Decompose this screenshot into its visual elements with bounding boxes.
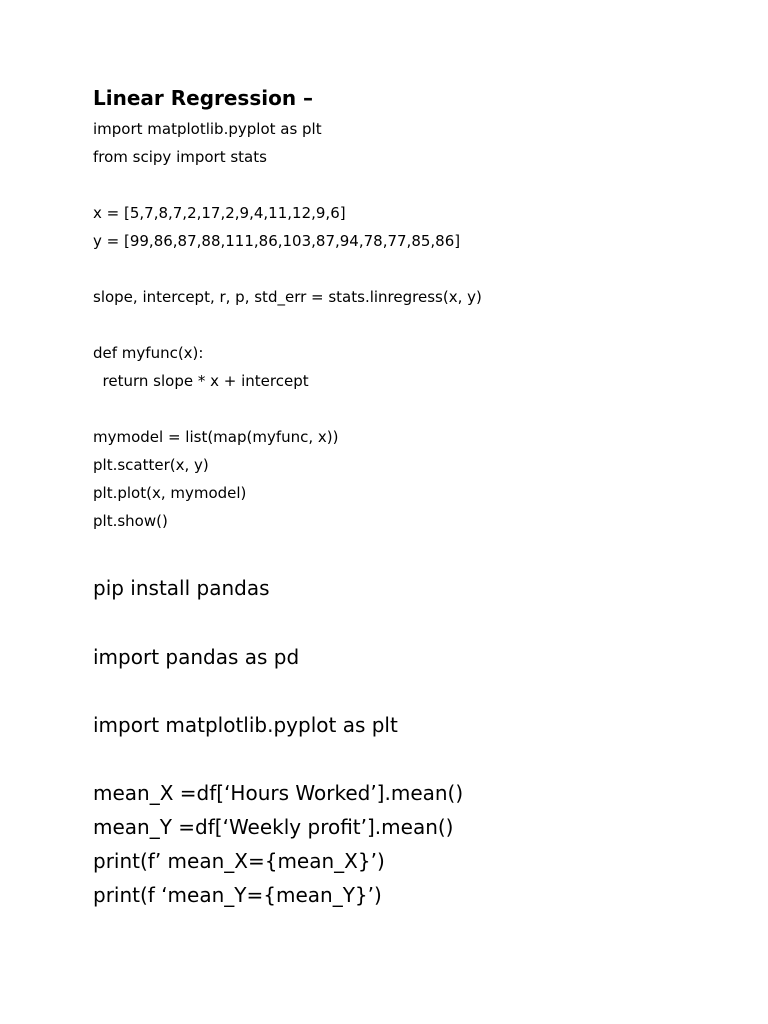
code-line: plt.scatter(x, y) (93, 456, 209, 474)
code-line: plt.show() (93, 512, 168, 530)
code-line: y = [99,86,87,88,111,86,103,87,94,78,77,85,86] (93, 232, 461, 250)
code-line: pip install pandas (93, 576, 270, 600)
code-line: slope, intercept, r, p, std_err = stats.linregress(x, y) (93, 288, 482, 306)
code-line: print(f ‘mean_Y={mean_Y}’) (93, 883, 382, 907)
code-line: import pandas as pd (93, 645, 300, 669)
code-line: def myfunc(x): (93, 344, 204, 362)
code-line: x = [5,7,8,7,2,17,2,9,4,11,12,9,6] (93, 204, 346, 222)
code-line: plt.plot(x, mymodel) (93, 484, 247, 502)
code-line: import matplotlib.pyplot as plt (93, 713, 398, 737)
code-line: print(f’ mean_X={mean_X}’) (93, 849, 385, 873)
code-line: return slope * x + intercept (93, 372, 309, 390)
code-line: mean_Y =df[‘Weekly profit’].mean() (93, 815, 454, 839)
code-line: from scipy import stats (93, 148, 267, 166)
code-line: import matplotlib.pyplot as plt (93, 120, 322, 138)
code-line: mymodel = list(map(myfunc, x)) (93, 428, 339, 446)
code-line: mean_X =df[‘Hours Worked’].mean() (93, 781, 464, 805)
document-title: Linear Regression – (93, 86, 314, 110)
